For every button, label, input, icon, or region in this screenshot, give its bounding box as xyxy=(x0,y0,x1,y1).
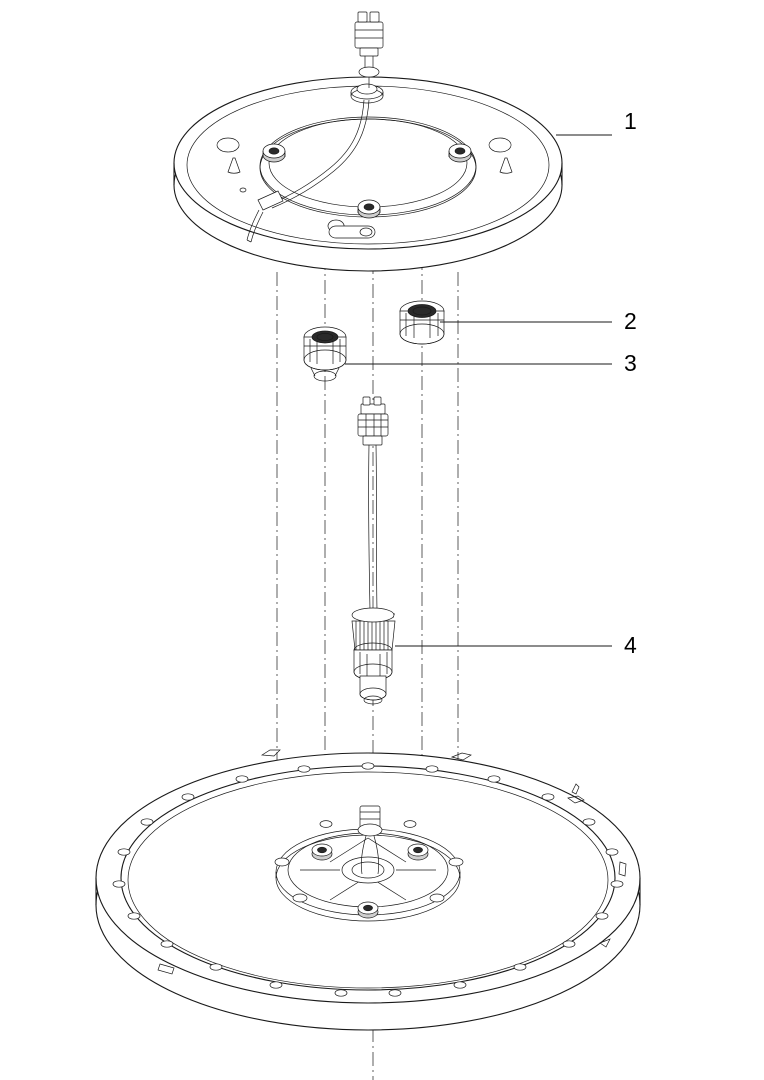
fastener-boss-front xyxy=(358,200,380,218)
probe-finned-head xyxy=(352,608,395,704)
plate-center-port xyxy=(351,84,383,103)
part-upper-cover-plate xyxy=(174,12,562,271)
fastener-boss-left xyxy=(263,144,285,162)
part-lower-coupling-nut xyxy=(304,327,346,381)
callout-number-2: 2 xyxy=(624,308,637,334)
part-base-plate xyxy=(96,750,640,1030)
part-upper-coupling-nut xyxy=(400,301,444,344)
fastener-boss-right xyxy=(449,144,471,162)
part-sensor-probe-assembly xyxy=(352,397,395,704)
probe-connector xyxy=(358,397,388,445)
callout-number-1: 1 xyxy=(624,108,637,134)
callout-number-4: 4 xyxy=(624,632,637,658)
callout-number-3: 3 xyxy=(624,350,637,376)
